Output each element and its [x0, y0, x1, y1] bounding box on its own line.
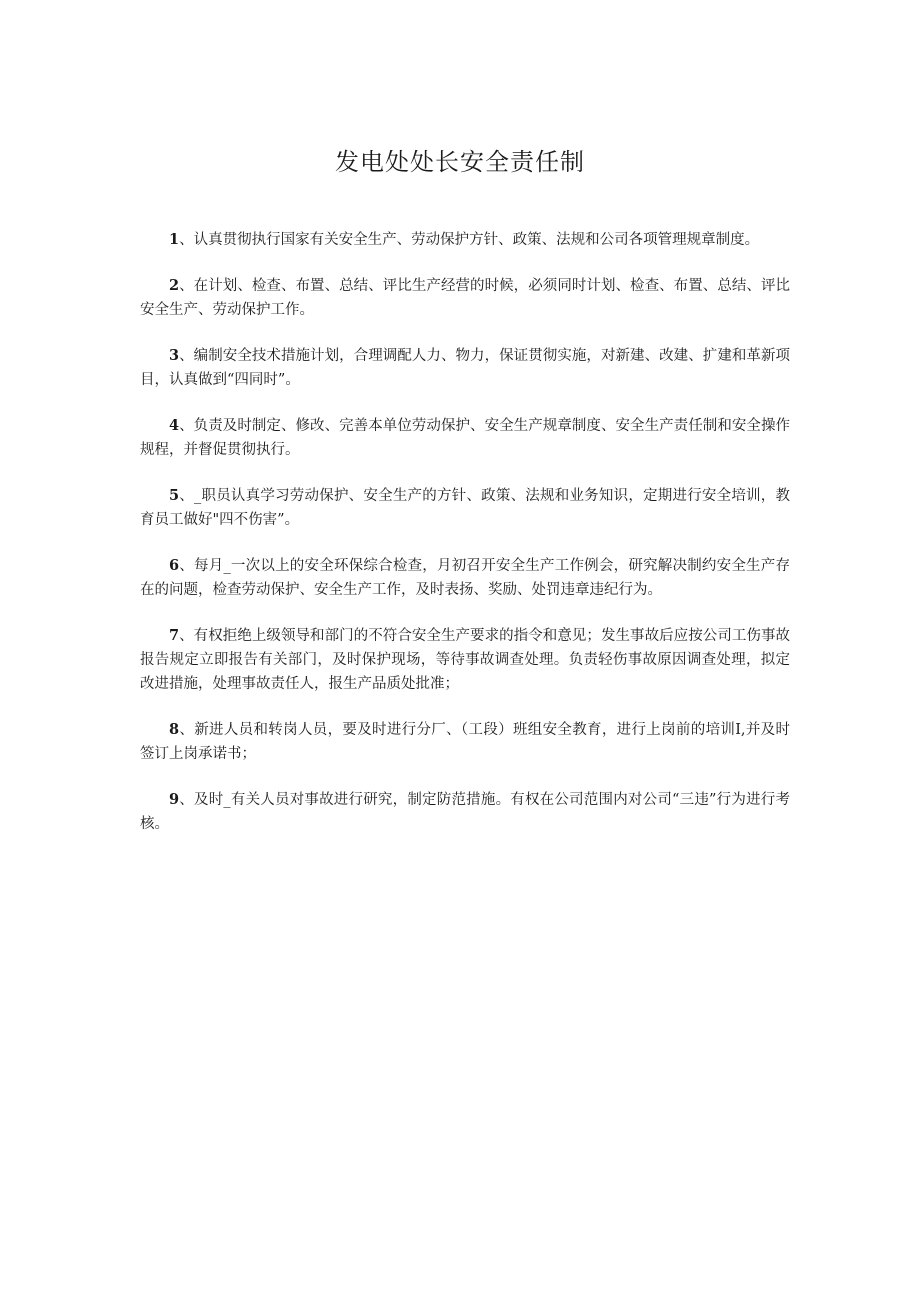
item-text: 、认真贯彻执行国家有关安全生产、劳动保护方针、政策、法规和公司各项管理规章制度。 [179, 232, 760, 248]
item-number: 4 [169, 417, 180, 434]
item-text: 、在计划、检查、布置、总结、评比生产经营的时候，必须同时计划、检查、布置、总结、评比安全生产、劳动保护工作。 [140, 278, 790, 318]
item-number: 6 [169, 557, 180, 574]
item-number: 5 [169, 487, 180, 504]
list-item [140, 554, 790, 602]
page-title: 发电处处长安全责任制 [335, 148, 585, 176]
item-text: 、新进人员和转岗人员，要及时进行分厂、（工段）班组安全教育，进行上岗前的培训I,并及时签订上岗承诺书； [140, 722, 790, 762]
item-number: 1 [169, 231, 180, 248]
list-item [140, 228, 790, 252]
item-text: 、编制安全技术措施计划，合理调配人力、物力，保证贯彻实施，对新建、改建、扩建和革新项目，认真做到“四同时”。 [140, 348, 790, 388]
list-item [140, 624, 790, 696]
list-item [140, 718, 790, 766]
item-number: 8 [169, 721, 180, 738]
item-number: 7 [169, 627, 180, 644]
item-text: 、_职员认真学习劳动保护、安全生产的方针、政策、法规和业务知识，定期进行安全培训，教育员工做好"四不伤害”。 [140, 488, 790, 528]
list-item [140, 274, 790, 322]
item-number: 2 [169, 277, 180, 294]
list-item [140, 344, 790, 392]
item-text: 、有权拒绝上级领导和部门的不符合安全生产要求的指令和意见；发生事故后应按公司工伤事故报告规定立即报告有关部门，及时保护现场，等待事故调查处理。负责轻伤事故原因调查处理，拟定改进措施，处理事故责任人，报生产品质处批准； [140, 628, 790, 692]
item-text: 、及时_有关人员对事故进行研究，制定防范措施。有权在公司范围内对公司“三违”行为进行考核。 [140, 792, 790, 832]
list-item [140, 414, 790, 462]
list-item [140, 484, 790, 532]
item-number: 9 [169, 791, 180, 808]
list-item [140, 788, 790, 836]
item-text: 、每月_一次以上的安全环保综合检查，月初召开安全生产工作例会，研究解决制约安全生产存在的问题，检查劳动保护、安全生产工作，及时表扬、奖励、处罚违章违纪行为。 [140, 558, 790, 598]
item-text: 、负责及时制定、修改、完善本单位劳动保护、安全生产规章制度、安全生产责任制和安全操作规程，并督促贯彻执行。 [140, 418, 790, 458]
item-number: 3 [169, 347, 180, 364]
responsibility-list [140, 228, 790, 858]
